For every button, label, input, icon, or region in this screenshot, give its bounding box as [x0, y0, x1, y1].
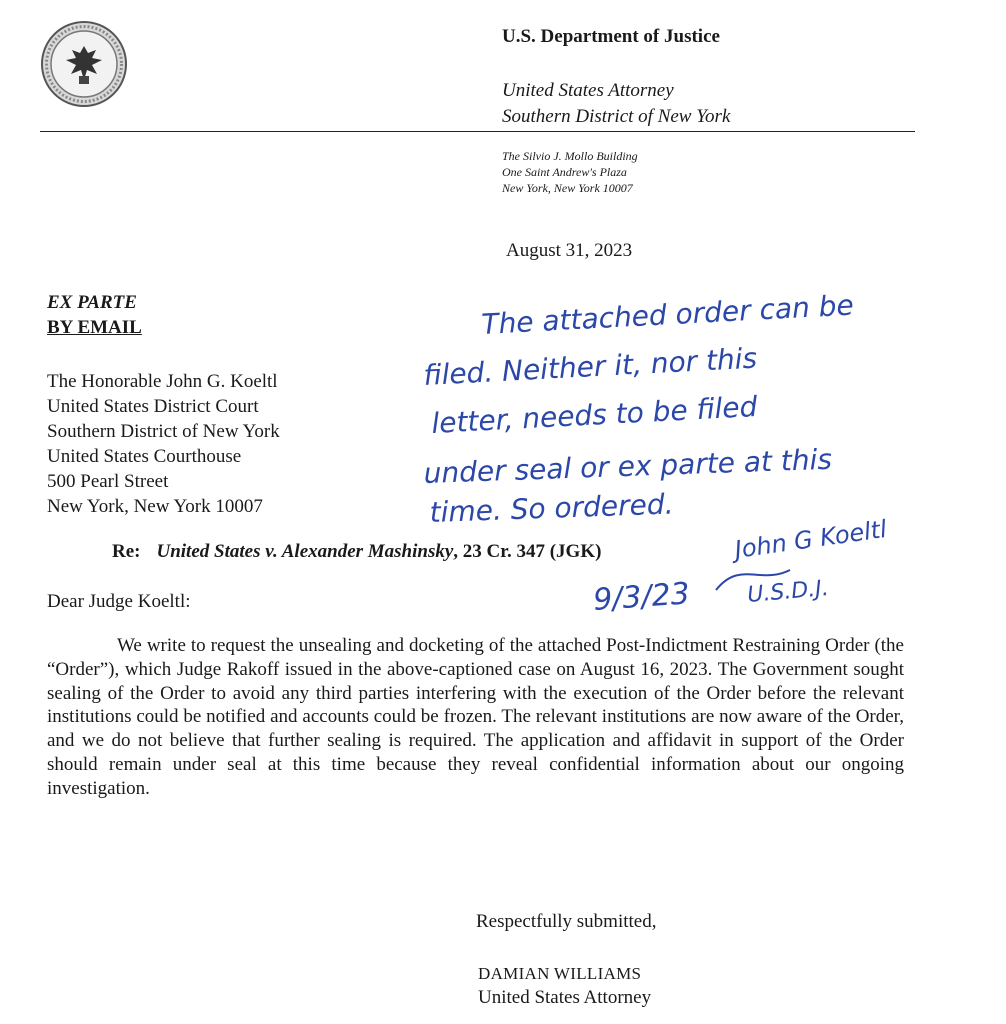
letterhead-divider — [40, 131, 915, 132]
re-case-number: , 23 Cr. 347 (JGK) — [453, 541, 602, 562]
handwritten-line-5: time. So ordered. — [429, 487, 675, 529]
office-line-1: United States Attorney — [502, 80, 674, 101]
handwritten-line-3: letter, needs to be filed — [430, 389, 759, 440]
re-case-name: United States v. Alexander Mashinsky — [156, 541, 454, 562]
address-line-1: The Silvio J. Mollo Building — [502, 149, 638, 163]
recipient-address — [47, 369, 280, 519]
handwritten-line-4: under seal or ex parte at this — [423, 442, 833, 490]
recipient-line-5: 500 Pearl Street — [47, 471, 169, 492]
recipient-line-3: Southern District of New York — [47, 421, 280, 442]
office-address — [502, 148, 638, 196]
letter-date: August 31, 2023 — [506, 240, 633, 261]
signed-date: 9/3/23 — [592, 576, 691, 618]
address-line-2: One Saint Andrew's Plaza — [502, 165, 627, 179]
office-title — [502, 78, 730, 130]
body-paragraph: We write to request the unsealing and docketing of the attached Post-Indictment Restraining Order (the “Order”), which Judge Rakoff issued in the above-captioned case on August 16, 2023. The Government sought sealing of the Order to avoid any third parties interfering with the execution of the Order before the relevant institutions could be notified and accounts could be frozen. The relevant institutions are now aware of the Order, and we do not believe that further sealing is required. The application and affidavit in support of the Order should remain under seal at this time because they reveal confidential information about our ongoing investigation. — [47, 635, 904, 799]
recipient-line-6: New York, New York 10007 — [47, 496, 263, 517]
recipient-line-2: United States District Court — [47, 396, 259, 417]
by-email-label: BY EMAIL — [47, 317, 142, 338]
signer-name: DAMIAN WILLIAMS — [478, 964, 642, 983]
ex-parte-label: EX PARTE — [47, 292, 137, 313]
salutation: Dear Judge Koeltl: — [47, 591, 191, 612]
re-label: Re: — [112, 541, 141, 562]
re-line — [112, 541, 601, 563]
department-name: U.S. Department of Justice — [502, 26, 720, 47]
handwritten-line-1: The attached order can be — [480, 288, 855, 341]
valediction: Respectfully submitted, — [476, 911, 657, 932]
recipient-line-1: The Honorable John G. Koeltl — [47, 371, 278, 392]
address-line-3: New York, New York 10007 — [502, 181, 633, 195]
handwritten-line-2: filed. Neither it, nor this — [422, 341, 758, 392]
office-line-2: Southern District of New York — [502, 106, 731, 127]
judge-title: U.S.D.J. — [746, 575, 830, 608]
signature-flourish — [716, 570, 790, 590]
recipient-line-4: United States Courthouse — [47, 446, 242, 467]
signer-title: United States Attorney — [478, 987, 652, 1008]
doj-seal-icon — [40, 20, 128, 108]
judge-signature: John G Koeltl — [732, 514, 889, 564]
